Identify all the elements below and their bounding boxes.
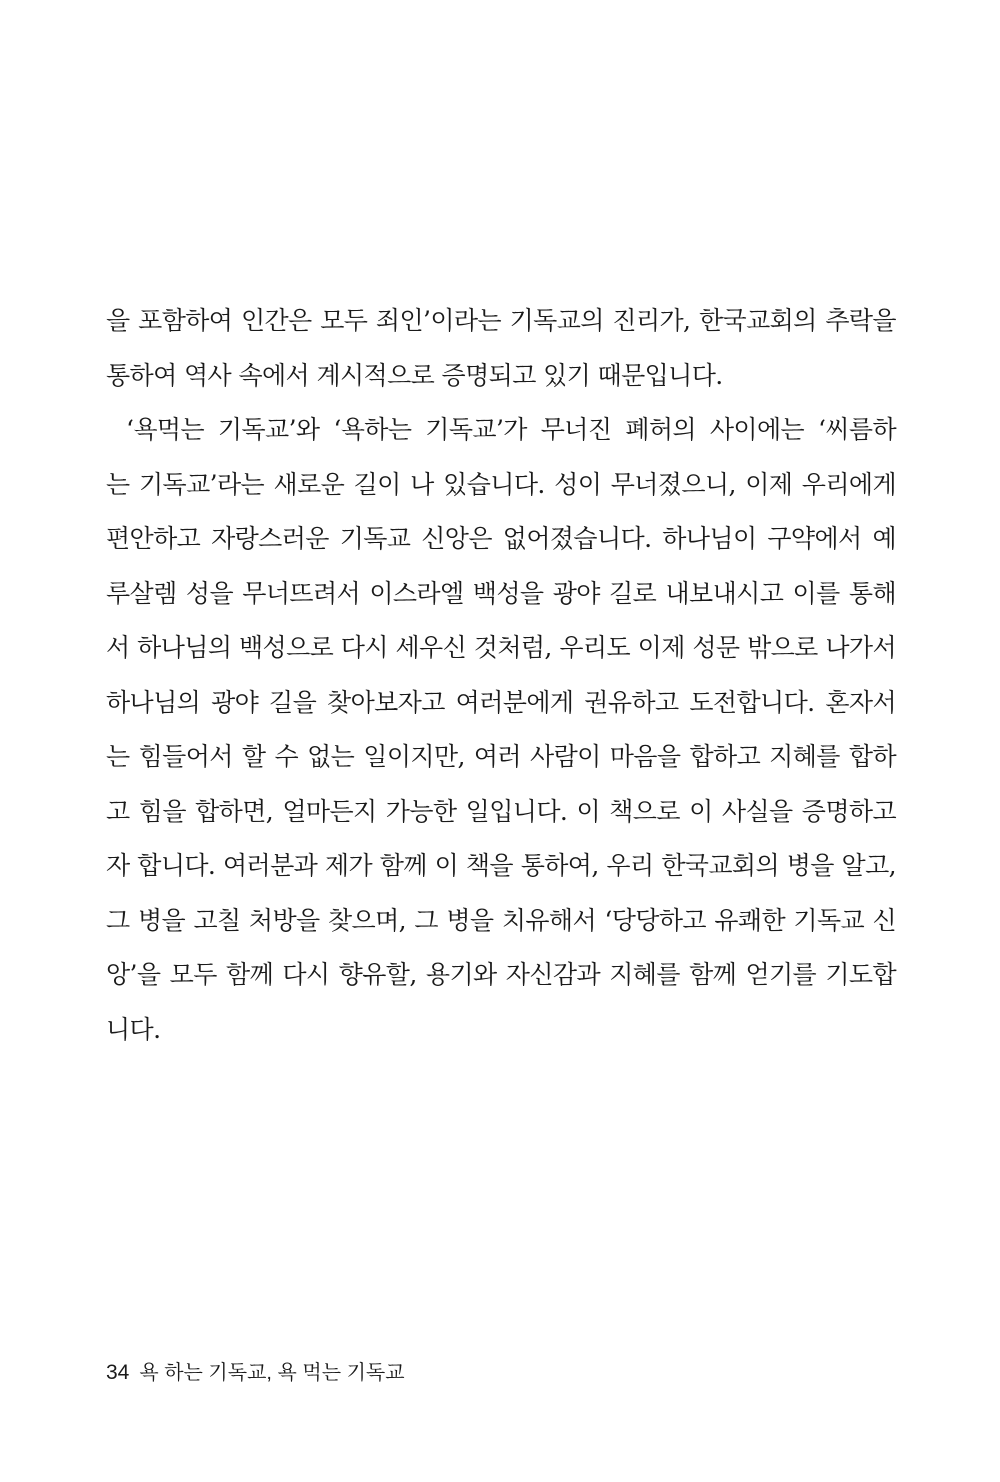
text-line: 루살렘 성을 무너뜨려서 이스라엘 백성을 광야 길로 내보내시고 이를 통해 bbox=[106, 578, 896, 608]
text-line: 통하여 역사 속에서 계시적으로 증명되고 있기 때문입니다. bbox=[106, 360, 723, 390]
text-line: 하나님의 광야 길을 찾아보자고 여러분에게 권유하고 도전합니다. 혼자서 bbox=[106, 687, 896, 717]
text-line: 을 포함하여 인간은 모두 죄인’이라는 기독교의 진리가, 한국교회의 추락을 bbox=[106, 306, 896, 335]
text-line: 니다. bbox=[106, 1014, 161, 1044]
text-line: ‘욕먹는 기독교’와 ‘욕하는 기독교’가 무너진 폐허의 사이에는 ‘씨름하 bbox=[126, 415, 896, 444]
page-footer bbox=[106, 1358, 405, 1388]
text-line: 는 기독교’라는 새로운 길이 나 있습니다. 성이 무너졌으니, 이제 우리에게 bbox=[106, 469, 896, 499]
text-line: 는 힘들어서 할 수 없는 일이지만, 여러 사람이 마음을 합하고 지혜를 합하 bbox=[106, 742, 896, 771]
text-line: 자 합니다. 여러분과 제가 함께 이 책을 통하여, 우리 한국교회의 병을 알고, bbox=[106, 851, 896, 880]
text-line: 고 힘을 합하면, 얼마든지 가능한 일입니다. 이 책으로 이 사실을 증명하고 bbox=[106, 796, 896, 826]
text-line: 서 하나님의 백성으로 다시 세우신 것처럼, 우리도 이제 성문 밖으로 나가서 bbox=[106, 633, 896, 662]
page-number: 34 bbox=[106, 1361, 130, 1384]
text-line: 편안하고 자랑스러운 기독교 신앙은 없어졌습니다. 하나님이 구약에서 예 bbox=[106, 524, 896, 553]
body-text bbox=[106, 294, 896, 1057]
text-line: 그 병을 고칠 처방을 찾으며, 그 병을 치유해서 ‘당당하고 유쾌한 기독교 신 bbox=[106, 905, 896, 935]
running-title: 욕 하는 기독교, 욕 먹는 기독교 bbox=[139, 1362, 405, 1384]
text-line: 앙’을 모두 함께 다시 향유할, 용기와 자신감과 지혜를 함께 얻기를 기도합 bbox=[106, 960, 896, 989]
